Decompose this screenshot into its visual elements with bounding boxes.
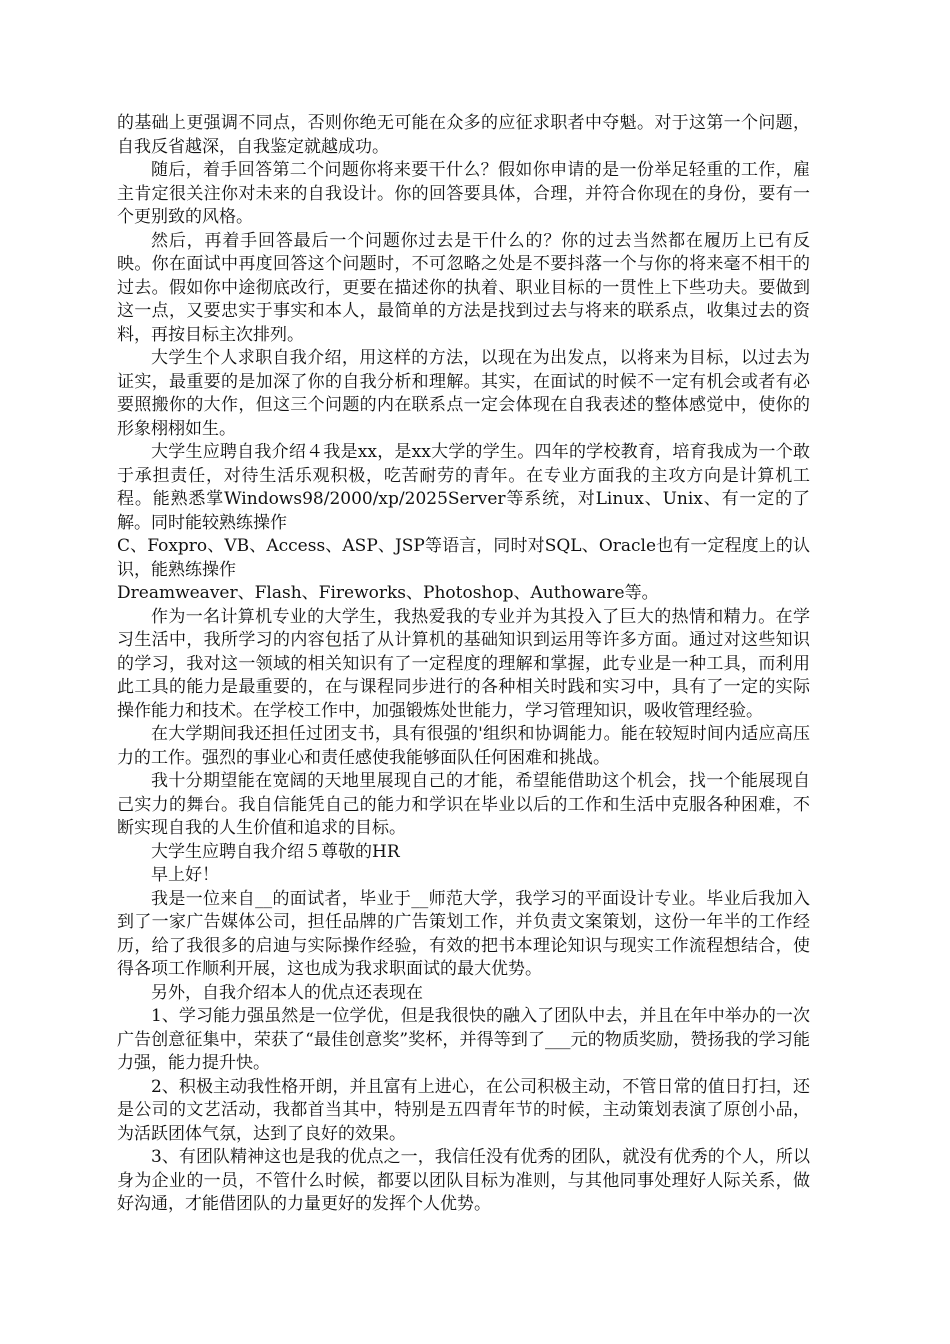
document-page	[117, 112, 810, 1217]
paragraph: 的基础上更强调不同点，否则你绝无可能在众多的应征求职者中夺魁。对于这第一个问题，自我反省越深，自我鉴定就越成功。	[117, 113, 810, 157]
paragraph: 我是一位来自__的面试者，毕业于__师范大学，我学习的平面设计专业。毕业后我加入到了一家广告媒体公司，担任品牌的广告策划工作，并负责文案策划，这份一年半的工作经历，给了我很多的启迪与实际操作经验，有效的把书本理论知识与现实工作流程想结合，使得各项工作顺利开展，这也成为我求职面试的最大优势。	[117, 888, 810, 979]
list-item: 2、积极主动我性格开朗，并且富有上进心，在公司积极主动，不管日常的值日打扫，还是公司的文艺活动，我都首当其中，特别是五四青年节的时候，主动策划表演了原创小品，为活跃团体气氛，达到了良好的效果。	[117, 1076, 810, 1144]
paragraph: 大学生应聘自我介绍４我是xx，是xx大学的学生。四年的学校教育，培育我成为一个敢于承担责任，对待生活乐观积极，吃苦耐劳的青年。在专业方面我的主攻方向是计算机工程。能熟悉掌Windows98/2000/xp/2025Server等系统，对Linux、Unix、有一定的了解。同时能较熟练操作	[117, 442, 810, 533]
paragraph: 在大学期间我还担任过团支书，具有很强的'组织和协调能力。能在较短时间内适应高压力的工作。强烈的事业心和责任感使我能够面队任何困难和挑战。	[117, 724, 810, 768]
paragraph: 作为一名计算机专业的大学生，我热爱我的专业并为其投入了巨大的热情和精力。在学习生活中，我所学习的内容包括了从计算机的基础知识到运用等许多方面。通过对这些知识的学习，我对这一领域的相关知识有了一定程度的理解和掌握，此专业是一种工具，而利用此工具的能力是最重要的，在与课程同步进行的各种相关时践和实习中，具有了一定的实际操作能力和技术。在学校工作中，加强锻炼处世能力，学习管理知识，吸收管理经验。	[117, 606, 810, 721]
paragraph: 我十分期望能在宽阔的天地里展现自己的才能，希望能借助这个机会，找一个能展现自己实力的舞台。我自信能凭自己的能力和学识在毕业以后的工作和生活中克服各种困难，不断实现自我的人生价值和追求的目标。	[117, 771, 810, 838]
list-item: 3、有团队精神这也是我的优点之一，我信任没有优秀的团队，就没有优秀的个人，所以身为企业的一员，不管什么时候，都要以团队目标为准则，与其他同事处理好人际关系，做好沟通，才能借团队的力量更好的发挥个人优势。	[117, 1147, 810, 1214]
section-heading: 大学生应聘自我介绍５尊敬的HR	[151, 841, 400, 862]
paragraph: 大学生个人求职自我介绍，用这样的方法，以现在为出发点，以将来为目标，以过去为证实，最重要的是加深了你的自我分析和理解。其实，在面试的时候不一定有机会或者有必要照搬你的大作，但这三个问题的内在联系点一定会体现在自我表述的整体感觉中，使你的形象栩栩如生。	[117, 348, 810, 439]
paragraph: Dreamweaver、Flash、Fireworks、Photoshop、Authoware等。	[117, 583, 659, 603]
paragraph: C、Foxpro、VB、Access、ASP、JSP等语言，同时对SQL、Oracle也有一定程度上的认识，能熟练操作	[117, 536, 810, 580]
greeting: 早上好！	[151, 865, 219, 885]
paragraph: 随后，着手回答第二个问题你将来要干什么？假如你申请的是一份举足轻重的工作，雇主肯定很关注你对未来的自我设计。你的回答要具体，合理，并符合你现在的身份，要有一个更别致的风格。	[117, 160, 810, 227]
paragraph: 然后，再着手回答最后一个问题你过去是干什么的？你的过去当然都在履历上已有反映。你在面试中再度回答这个问题时，不可忽略之处是不要抖落一个与你的将来毫不相干的过去。假如你中途彻底改行，更要在描述你的执着、职业目标的一贯性上下些功夫。要做到这一点，又要忠实于事实和本人，最简单的方法是找到过去与将来的联系点，收集过去的资料，再按目标主次排列。	[117, 230, 810, 345]
list-item: 1、学习能力强虽然是一位学优，但是我很快的融入了团队中去，并且在年中举办的一次广告创意征集中，荣获了“最佳创意奖”奖杯，并得等到了___元的物质奖励，赞扬我的学习能力强，能力提升快。	[117, 1006, 810, 1073]
paragraph: 另外，自我介绍本人的优点还表现在	[151, 982, 423, 1003]
